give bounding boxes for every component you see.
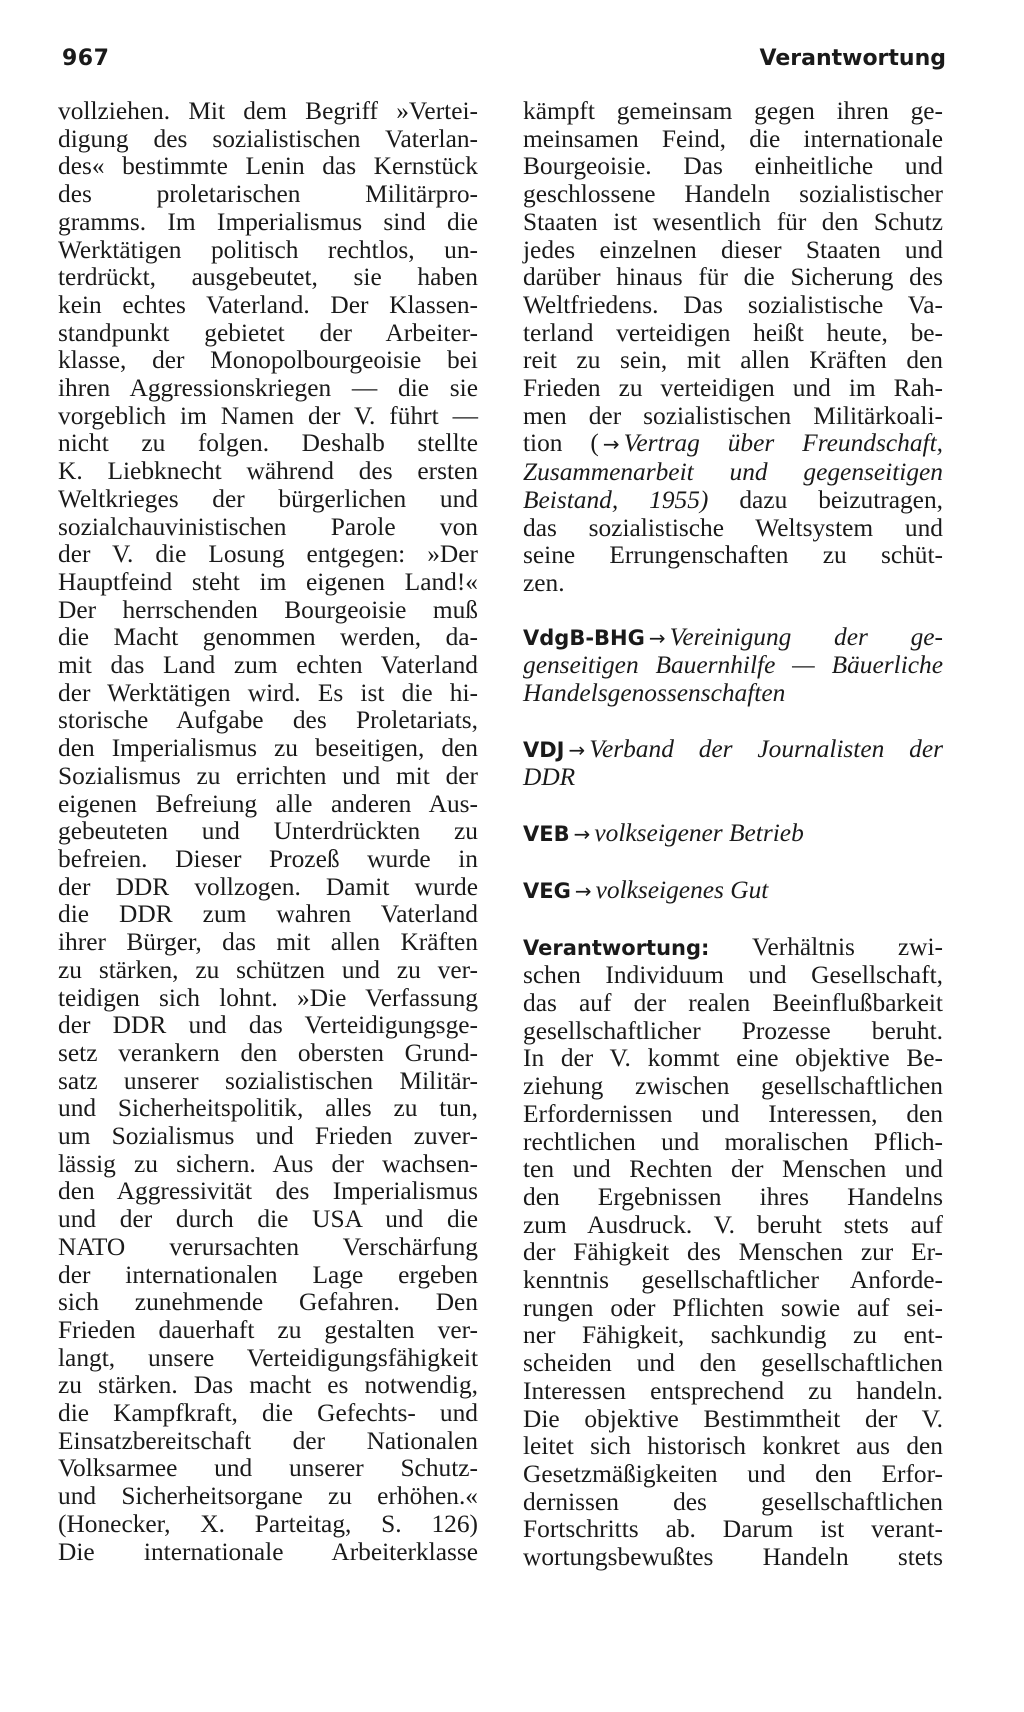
text-line: gramms. Im Imperialismus sind die bbox=[58, 207, 478, 236]
text-line: rungen oder Pflichten sowie auf sei- bbox=[523, 1293, 943, 1322]
cross-reference-text[interactable]: Vereinigung der ge- bbox=[669, 622, 943, 651]
entry-headword: VEG bbox=[523, 878, 571, 903]
text-line: der Werktätigen wird. Es ist die hi- bbox=[58, 678, 478, 707]
text-line: lässig zu sichern. Aus der wachsen- bbox=[58, 1149, 478, 1178]
text-line: Werktätigen politisch rechtlos, un- bbox=[58, 235, 478, 264]
text-line: storische Aufgabe des Proletariats, bbox=[58, 706, 478, 735]
text-line: reit zu sein, mit allen Kräften den bbox=[523, 346, 943, 375]
arrow-icon: → bbox=[574, 878, 592, 903]
cross-reference-entries bbox=[523, 624, 943, 906]
text-line: des« bestimmte Lenin das Kernstück bbox=[58, 152, 478, 181]
text-line: ten und Rechten der Menschen und bbox=[523, 1155, 943, 1184]
text-line bbox=[523, 820, 943, 849]
text-line: In der V. kommt eine objektive Be- bbox=[523, 1044, 943, 1073]
text-line: zen. bbox=[523, 568, 565, 597]
text-line: kämpft gemeinsam gegen ihren ge- bbox=[523, 97, 943, 125]
text-line: Erfordernissen und Interessen, den bbox=[523, 1099, 943, 1128]
text-line: der V. die Losung entgegen: »Der bbox=[58, 540, 478, 569]
dictionary-entry bbox=[523, 877, 943, 906]
continuation-text-block bbox=[523, 98, 943, 430]
cross-reference-text[interactable]: genseitigen Bauernhilfe — Bäuerliche bbox=[523, 651, 943, 680]
text-line: tion ( → Vertrag über Freundschaft, bbox=[523, 429, 943, 458]
text-line: Gesetzmäßigkeiten und den Erfor- bbox=[523, 1459, 943, 1488]
text-line: Bourgeoisie. Das einheitliche und bbox=[523, 152, 943, 181]
arrow-icon: → bbox=[568, 737, 586, 762]
cross-reference-text[interactable]: Handelsgenossenschaften bbox=[523, 679, 786, 708]
text-line: seine Errungenschaften zu schüt- bbox=[523, 541, 943, 570]
text-line: die Macht genommen werden, da- bbox=[58, 623, 478, 652]
text-line: und Sicherheitspolitik, alles zu tun, bbox=[58, 1094, 478, 1123]
arrow-icon: → bbox=[573, 822, 591, 847]
text-line: teidigen sich lohnt. »Die Verfassung bbox=[58, 983, 478, 1012]
text-line: darüber hinaus für die Sicherung des bbox=[523, 263, 943, 292]
text-line: ihrer Bürger, das mit allen Kräften bbox=[58, 928, 478, 957]
text-line: eigenen Befreiung alle anderen Aus- bbox=[58, 789, 478, 818]
text-line: ihren Aggressionskriegen — die sie bbox=[58, 374, 478, 403]
text-line: Frieden dauerhaft zu gestalten ver- bbox=[58, 1315, 478, 1344]
text-line: Interessen entsprechend zu handeln. bbox=[523, 1376, 943, 1405]
text-line: standpunkt gebietet der Arbeiter- bbox=[58, 318, 478, 347]
text-line: Weltfriedens. Das sozialistische Va- bbox=[523, 290, 943, 319]
text-line: Volksarmee und unserer Schutz- bbox=[58, 1454, 478, 1483]
text-line: vollziehen. Mit dem Begriff »Vertei- bbox=[58, 97, 478, 125]
left-text-block bbox=[58, 98, 478, 1566]
text-line: (Honecker, X. Parteitag, S. 126) bbox=[58, 1509, 478, 1538]
text-line: gebeuteten und Unterdrückten zu bbox=[58, 817, 478, 846]
text-line: Fortschritts ab. Darum ist verant- bbox=[523, 1515, 943, 1544]
text-line bbox=[523, 764, 943, 792]
text-line: befreien. Dieser Prozeß wurde in bbox=[58, 844, 478, 873]
cross-reference-text[interactable]: DDR bbox=[523, 763, 576, 792]
arrow-icon: → bbox=[648, 625, 666, 650]
text-line: jedes einzelnen dieser Staaten und bbox=[523, 235, 943, 264]
text-line: und Sicherheitsorgane zu erhöhen.« bbox=[58, 1482, 478, 1511]
text-line: nicht zu folgen. Deshalb stellte bbox=[58, 429, 478, 458]
text-line: sozialchauvinistischen Parole von bbox=[58, 512, 478, 541]
text-line: zum Ausdruck. V. beruht stets auf bbox=[523, 1210, 943, 1239]
text-line: Die internationale Arbeiterklasse bbox=[58, 1537, 478, 1566]
text-line: sich zunehmende Gefahren. Den bbox=[58, 1288, 478, 1317]
text-line: den Imperialismus zu beseitigen, den bbox=[58, 734, 478, 763]
dictionary-entry bbox=[523, 820, 943, 849]
text-line: rechtlichen und moralischen Pflich- bbox=[523, 1127, 943, 1156]
text-line: K. Liebknecht während des ersten bbox=[58, 457, 478, 486]
text-line: schen Individuum und Gesellschaft, bbox=[523, 961, 943, 990]
text-line bbox=[523, 652, 943, 680]
text-line bbox=[523, 736, 943, 765]
text-line: kenntnis gesellschaftlicher Anforde- bbox=[523, 1266, 943, 1295]
text-line: ner Fähigkeit, sachkundig zu ent- bbox=[523, 1321, 943, 1350]
left-column bbox=[58, 98, 478, 1566]
text-line: mit das Land zum echten Vaterland bbox=[58, 651, 478, 680]
cross-reference-text[interactable]: volkseigener Betrieb bbox=[594, 819, 804, 848]
text-line: dernissen des gesellschaftlichen bbox=[523, 1487, 943, 1516]
text-line: der internationalen Lage ergeben bbox=[58, 1260, 478, 1289]
text-line: um Sozialismus und Frieden zuver- bbox=[58, 1122, 478, 1151]
text-line: Hauptfeind steht im eigenen Land!« bbox=[58, 567, 478, 596]
text-line: scheiden und den gesellschaftlichen bbox=[523, 1349, 943, 1378]
dictionary-entry bbox=[523, 736, 943, 792]
text-line: wortungsbewußtes Handeln stets bbox=[523, 1543, 943, 1572]
text-line: digung des sozialistischen Vaterlan- bbox=[58, 124, 478, 153]
text-line: NATO verursachten Verschärfung bbox=[58, 1232, 478, 1261]
cross-reference-text[interactable]: volkseigenes Gut bbox=[595, 875, 769, 904]
text-line: zu stärken. Das macht es notwendig, bbox=[58, 1371, 478, 1400]
text-line: Einsatzbereitschaft der Nationalen bbox=[58, 1426, 478, 1455]
page-number: 967 bbox=[62, 46, 110, 71]
text-line: den Ergebnissen ihres Handelns bbox=[523, 1182, 943, 1211]
entry-headword: VEB bbox=[523, 822, 570, 847]
text-line: terdrückt, ausgebeutet, sie haben bbox=[58, 263, 478, 292]
text-line: Zusammenarbeit und gegenseitigen bbox=[523, 458, 943, 487]
text-line: zu stärken, zu schützen und zu ver- bbox=[58, 955, 478, 984]
text-line: des proletarischen Militärpro- bbox=[58, 180, 478, 209]
text-line: Staaten ist wesentlich für den Schutz bbox=[523, 207, 943, 236]
text-line: kein echtes Vaterland. Der Klassen- bbox=[58, 290, 478, 319]
text-line: Sozialismus zu errichten und mit der bbox=[58, 761, 478, 790]
text-line: den Aggressivität des Imperialismus bbox=[58, 1177, 478, 1206]
text-line: Beistand, 1955) dazu beizutragen, bbox=[523, 485, 943, 514]
dictionary-entry bbox=[523, 624, 943, 708]
text-line: Weltkrieges der bürgerlichen und bbox=[58, 484, 478, 513]
arrow-icon: → bbox=[602, 432, 620, 457]
text-line: satz unserer sozialistischen Militär- bbox=[58, 1066, 478, 1095]
text-line: gesellschaftlicher Prozesse beruht. bbox=[523, 1016, 943, 1045]
text-line: vorgeblich im Namen der V. führt — bbox=[58, 401, 478, 430]
main-entry bbox=[523, 934, 943, 1572]
entry-headword: VdgB-BHG bbox=[523, 625, 645, 650]
text-line: die DDR zum wahren Vaterland bbox=[58, 900, 478, 929]
text-line: das sozialistische Weltsystem und bbox=[523, 513, 943, 542]
text-line: geschlossene Handeln sozialistischer bbox=[523, 180, 943, 209]
text-line: men der sozialistischen Militärkoali- bbox=[523, 401, 943, 430]
text-line: der Fähigkeit des Menschen zur Er- bbox=[523, 1238, 943, 1267]
text-line bbox=[523, 680, 943, 708]
text-line: Verantwortung: Verhältnis zwi- bbox=[523, 932, 943, 961]
text-line: klasse, der Monopolbourgeoisie bei bbox=[58, 346, 478, 375]
text-line: leitet sich historisch konkret aus den bbox=[523, 1432, 943, 1461]
running-head: Verantwortung bbox=[759, 46, 946, 71]
right-column bbox=[523, 98, 943, 1572]
text-line: die Kampfkraft, die Gefechts- und bbox=[58, 1399, 478, 1428]
text-line bbox=[523, 877, 943, 906]
text-line bbox=[523, 624, 943, 653]
text-line: Der herrschenden Bourgeoisie muß bbox=[58, 595, 478, 624]
text-line: Die objektive Bestimmtheit der V. bbox=[523, 1404, 943, 1433]
entry-headword: VDJ bbox=[523, 737, 565, 762]
text-line: meinsamen Feind, die internationale bbox=[523, 124, 943, 153]
entry-headword: Verantwortung: bbox=[523, 935, 710, 960]
text-line: das auf der realen Beeinflußbarkeit bbox=[523, 988, 943, 1017]
cross-reference-text[interactable]: Verband der Journalisten der bbox=[589, 734, 943, 763]
text-line: der DDR und das Verteidigungsge- bbox=[58, 1011, 478, 1040]
text-line: ziehung zwischen gesellschaftlichen bbox=[523, 1072, 943, 1101]
text-line: und der durch die USA und die bbox=[58, 1205, 478, 1234]
page-header bbox=[62, 46, 946, 86]
text-line: setz verankern den obersten Grund- bbox=[58, 1038, 478, 1067]
text-line: langt, unsere Verteidigungsfähigkeit bbox=[58, 1343, 478, 1372]
text-line: der DDR vollzogen. Damit wurde bbox=[58, 872, 478, 901]
text-line: Frieden zu verteidigen und im Rah- bbox=[523, 374, 943, 403]
text-line: terland verteidigen heißt heute, be- bbox=[523, 318, 943, 347]
continuation-mixed-block bbox=[523, 430, 943, 597]
